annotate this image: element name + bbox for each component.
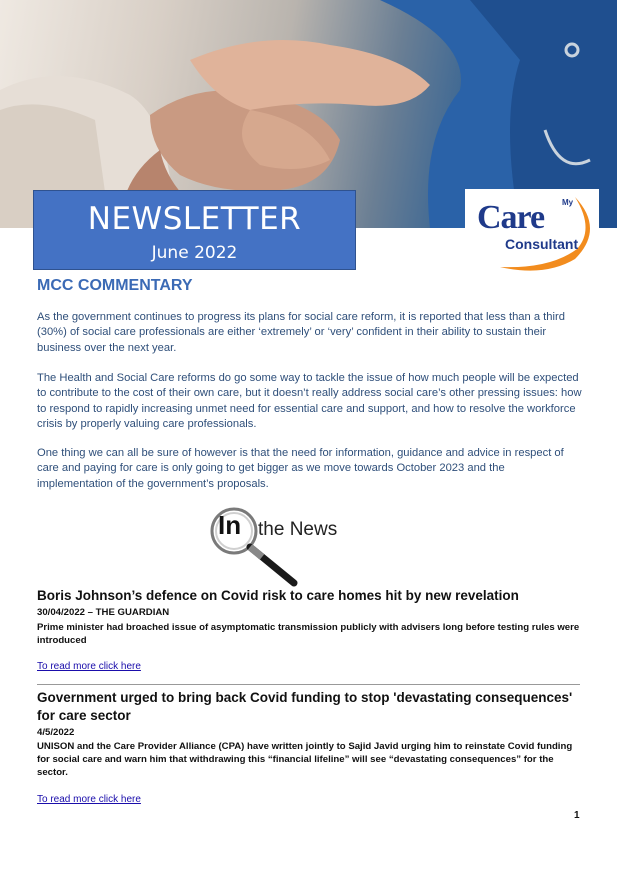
logo-consultant-text: Consultant xyxy=(505,236,579,252)
article-2-read-more-link[interactable]: To read more click here xyxy=(37,794,141,805)
article-2-title: Government urged to bring back Covid funding to stop 'devastating consequences' for care sector xyxy=(37,690,573,723)
newsletter-date: June 2022 xyxy=(151,243,238,263)
logo-my-text: My xyxy=(562,198,574,207)
article-1-body: Prime minister had broached issue of asymptomatic transmission publicly with advisers long before testing rules were introduced xyxy=(37,622,580,646)
in-the-news-label: the News xyxy=(258,519,338,540)
article-1-title: Boris Johnson’s defence on Covid risk to care homes hit by new revelation xyxy=(37,588,519,603)
article-1-read-more-link[interactable]: To read more click here xyxy=(37,661,141,672)
article-1-date: 30/04/2022 – THE GUARDIAN xyxy=(37,607,170,618)
commentary-paragraph-1: As the government continues to progress its plans for social care reform, it is reported that less than a third (30%) of social care professionals are either ‘extremely’ or ‘very’ confident in their ability to sustain their business over the next year. xyxy=(37,311,565,354)
page-number: 1 xyxy=(574,810,580,821)
commentary-heading: MCC COMMENTARY xyxy=(37,277,193,294)
article-2-date: 4/5/2022 xyxy=(37,727,75,738)
commentary-paragraph-2: The Health and Social Care reforms do go some way to tackle the issue of how much people will be expected to contribute to the cost of their own care, but it doesn’t really address social care’s other pressing issues: how to respond to rapidly increasing unmet need for essential care and support, and how to resolve the workforce crisis by properly valuing care professionals. xyxy=(37,372,582,430)
in-the-news-in-text: In xyxy=(218,510,242,540)
logo-care-text: Care xyxy=(477,199,545,236)
my-care-consultant-logo xyxy=(465,189,599,271)
commentary-paragraph-3: One thing we can all be sure of however is that the need for information, guidance and advice in respect of care and paying for care is only going to get bigger as we move towards October 2023 and the implementation of the government’s proposals. xyxy=(37,447,564,490)
newsletter-banner xyxy=(33,190,356,270)
newsletter-title: NEWSLETTER xyxy=(87,201,302,237)
article-divider xyxy=(37,684,580,685)
article-2-body: UNISON and the Care Provider Alliance (CPA) have written jointly to Sajid Javid urging him to reinstate Covid funding for social care and warn him that withdrawing this “financial lifeline” will see “devastating consequences” for the sector. xyxy=(37,741,573,778)
